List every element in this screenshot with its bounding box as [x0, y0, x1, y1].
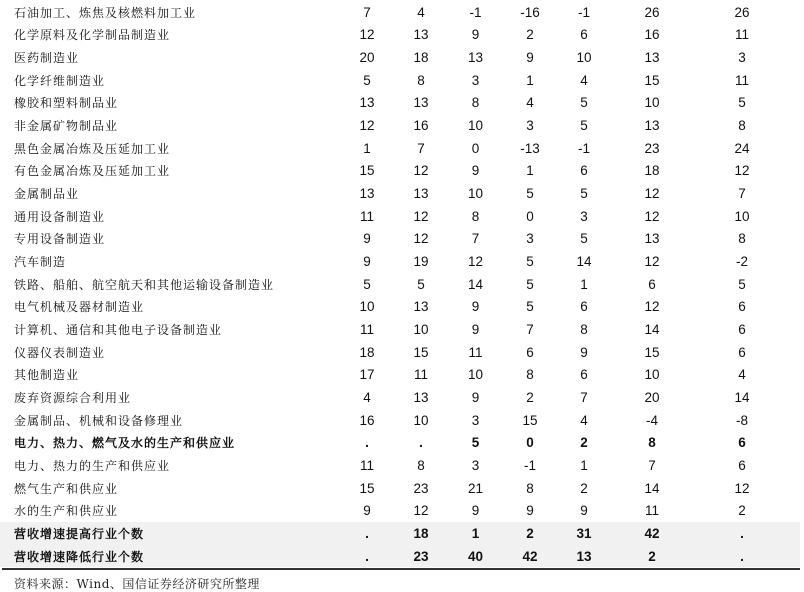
- table-row: [0, 273, 800, 296]
- value-cell: 18: [413, 50, 429, 66]
- value-cell: 10: [413, 322, 429, 338]
- value-cell: 12: [644, 254, 660, 270]
- value-cell: 2: [580, 435, 588, 451]
- value-cell: 4: [363, 389, 371, 405]
- value-cell: 6: [580, 367, 588, 383]
- table-row: [0, 296, 800, 319]
- value-cell: 2: [648, 548, 656, 564]
- value-cell: 13: [467, 50, 484, 66]
- value-cell: 14: [644, 322, 660, 338]
- value-cell: 14: [467, 276, 484, 292]
- value-cell: -8: [735, 412, 748, 428]
- row-label: 金属制品业: [14, 187, 80, 202]
- value-cell: 7: [738, 186, 746, 202]
- table-row: [0, 92, 800, 115]
- value-cell: 15: [359, 163, 375, 179]
- row-label: 铁路、船舶、航空航天和其他运输设备制造业: [14, 277, 275, 292]
- value-cell: 9: [580, 503, 588, 519]
- value-cell: 7: [363, 4, 371, 20]
- value-cell: 8: [471, 95, 480, 111]
- value-cell: 31: [576, 525, 592, 541]
- value-cell: 6: [526, 344, 534, 360]
- value-cell: 18: [644, 163, 660, 179]
- value-cell: 4: [738, 367, 746, 383]
- value-cell: 5: [526, 186, 534, 202]
- value-cell: 8: [648, 435, 656, 451]
- value-cell: 40: [467, 548, 484, 564]
- value-cell: 9: [471, 299, 480, 315]
- value-cell: 11: [734, 27, 749, 43]
- value-cell: 5: [738, 276, 746, 292]
- value-cell: 5: [363, 276, 371, 292]
- value-cell: 5: [580, 118, 588, 134]
- row-label: 黑色金属冶炼及压延加工业: [14, 141, 171, 156]
- value-cell: 2: [738, 503, 746, 519]
- value-cell: 11: [734, 72, 749, 88]
- value-cell: 10: [467, 367, 484, 383]
- value-cell: 2: [580, 480, 588, 496]
- value-cell: 9: [363, 503, 371, 519]
- value-cell: 11: [644, 503, 659, 519]
- value-cell: 12: [359, 118, 375, 134]
- value-cell: 9: [363, 254, 371, 270]
- row-label: 营收增速降低行业个数: [14, 549, 145, 564]
- value-cell: 9: [471, 27, 480, 43]
- value-cell: 12: [413, 231, 429, 247]
- value-cell: 5: [363, 72, 371, 88]
- value-cell: 8: [580, 322, 588, 338]
- value-cell: -2: [735, 254, 748, 270]
- table-row: [0, 499, 800, 522]
- value-cell: 8: [417, 72, 425, 88]
- value-cell: 14: [576, 254, 592, 270]
- value-cell: 12: [734, 480, 750, 496]
- source-note: 资料来源：Wind、国信证券经济研究所整理: [14, 577, 260, 591]
- value-cell: 12: [359, 27, 375, 43]
- value-cell: 9: [526, 503, 534, 519]
- value-cell: 2: [526, 525, 534, 541]
- value-cell: 3: [471, 412, 480, 428]
- row-label: 营收增速提高行业个数: [14, 526, 145, 541]
- value-cell: 3: [471, 72, 480, 88]
- table-row: [0, 341, 800, 364]
- row-label: 橡胶和塑料制品业: [14, 96, 119, 111]
- value-cell: 12: [644, 299, 660, 315]
- table-row: [0, 250, 800, 273]
- value-cell: 20: [359, 50, 375, 66]
- value-cell: 14: [644, 480, 660, 496]
- value-cell: 1: [471, 525, 480, 541]
- value-cell: 9: [471, 503, 480, 519]
- value-cell: 15: [413, 344, 429, 360]
- value-cell: 13: [413, 389, 429, 405]
- value-cell: 3: [738, 50, 746, 66]
- row-label: 其他制造业: [14, 368, 80, 383]
- value-cell: 8: [417, 457, 425, 473]
- value-cell: 9: [471, 389, 480, 405]
- value-cell: 13: [413, 299, 429, 315]
- value-cell: -1: [577, 140, 590, 156]
- summary-row: [0, 522, 800, 545]
- value-cell: -16: [520, 4, 540, 20]
- value-cell: 7: [580, 389, 588, 405]
- row-label: 通用设备制造业: [14, 209, 106, 224]
- value-cell: 20: [644, 389, 660, 405]
- value-cell: 5: [471, 435, 480, 451]
- row-label: 燃气生产和供应业: [14, 481, 119, 496]
- value-cell: 42: [644, 525, 660, 541]
- value-cell: 15: [522, 412, 538, 428]
- value-cell: 12: [734, 163, 750, 179]
- value-cell: 4: [417, 4, 425, 20]
- value-cell: .: [740, 525, 744, 541]
- value-cell: 1: [580, 457, 588, 473]
- table-row: [0, 409, 800, 432]
- row-label: 水的生产和供应业: [14, 504, 119, 519]
- value-cell: 13: [644, 118, 660, 134]
- row-label: 金属制品、机械和设备修理业: [14, 413, 184, 428]
- row-label: 废弃资源综合利用业: [14, 390, 132, 405]
- value-cell: 13: [576, 548, 592, 564]
- value-cell: 12: [467, 254, 484, 270]
- value-cell: 16: [359, 412, 375, 428]
- table-row: [0, 386, 800, 409]
- value-cell: -4: [645, 412, 658, 428]
- value-cell: 13: [359, 186, 375, 202]
- value-cell: 8: [526, 367, 534, 383]
- table-row: [0, 1, 800, 24]
- value-cell: 9: [471, 163, 480, 179]
- value-cell: 7: [417, 140, 425, 156]
- value-cell: 12: [413, 208, 429, 224]
- table-row: [0, 24, 800, 47]
- value-cell: 0: [526, 208, 534, 224]
- value-cell: 10: [467, 118, 484, 134]
- value-cell: 3: [580, 208, 588, 224]
- row-label: 汽车制造: [14, 255, 67, 270]
- value-cell: .: [365, 435, 369, 451]
- industry-revenue-table: [0, 1, 800, 567]
- row-label: 电气机械及器材制造业: [14, 300, 145, 315]
- value-cell: 3: [526, 118, 534, 134]
- row-label: 仪器仪表制造业: [14, 345, 106, 360]
- value-cell: .: [419, 435, 423, 451]
- table-row: [0, 69, 800, 92]
- value-cell: 10: [576, 50, 592, 66]
- value-cell: -1: [469, 4, 482, 20]
- value-cell: 12: [644, 186, 660, 202]
- value-cell: 5: [580, 186, 588, 202]
- value-cell: 14: [734, 389, 750, 405]
- table-row: [0, 477, 800, 500]
- value-cell: 3: [471, 457, 480, 473]
- value-cell: 10: [644, 95, 660, 111]
- value-cell: 6: [738, 435, 746, 451]
- table-row: [0, 160, 800, 183]
- value-cell: 4: [580, 72, 588, 88]
- value-cell: 8: [471, 208, 480, 224]
- value-cell: 6: [738, 457, 746, 473]
- table-row: [0, 182, 800, 205]
- value-cell: 2: [526, 27, 534, 43]
- value-cell: 11: [359, 322, 374, 338]
- value-cell: 13: [644, 50, 660, 66]
- row-label: 电力、热力、燃气及水的生产和供应业: [14, 436, 236, 451]
- value-cell: 42: [522, 548, 538, 564]
- value-cell: 17: [359, 367, 375, 383]
- value-cell: .: [365, 525, 369, 541]
- value-cell: 11: [359, 208, 374, 224]
- row-label: 医药制造业: [14, 51, 80, 66]
- value-cell: 26: [644, 4, 660, 20]
- value-cell: -1: [523, 457, 536, 473]
- value-cell: 15: [359, 480, 375, 496]
- row-label: 非金属矿物制品业: [14, 119, 119, 134]
- value-cell: 23: [644, 140, 660, 156]
- value-cell: 2: [526, 389, 534, 405]
- value-cell: 8: [526, 480, 534, 496]
- value-cell: 10: [467, 186, 484, 202]
- table-row: [0, 205, 800, 228]
- value-cell: 13: [644, 231, 660, 247]
- value-cell: 6: [648, 276, 656, 292]
- value-cell: 7: [648, 457, 656, 473]
- value-cell: 24: [734, 140, 750, 156]
- row-label: 化学原料及化学制品制造业: [14, 28, 171, 43]
- row-label: 有色金属冶炼及压延加工业: [14, 164, 171, 179]
- row-label: 石油加工、炼焦及核燃料加工业: [14, 5, 197, 20]
- value-cell: 13: [359, 95, 375, 111]
- value-cell: 10: [413, 412, 429, 428]
- value-cell: 4: [580, 412, 588, 428]
- table-row: [0, 137, 800, 160]
- table-row: [0, 364, 800, 387]
- value-cell: 16: [644, 27, 660, 43]
- value-cell: 12: [413, 163, 429, 179]
- table-row: [0, 454, 800, 477]
- value-cell: 13: [413, 95, 429, 111]
- value-cell: 6: [580, 27, 588, 43]
- value-cell: -13: [520, 140, 540, 156]
- value-cell: 6: [580, 163, 588, 179]
- value-cell: 18: [359, 344, 375, 360]
- value-cell: 18: [413, 525, 429, 541]
- table-row: [0, 228, 800, 251]
- value-cell: 10: [734, 208, 750, 224]
- summary-row: [0, 545, 800, 568]
- value-cell: 0: [471, 140, 480, 156]
- value-cell: 5: [738, 95, 746, 111]
- value-cell: 5: [580, 95, 588, 111]
- value-cell: 6: [738, 299, 746, 315]
- value-cell: 9: [471, 322, 480, 338]
- value-cell: 1: [580, 276, 588, 292]
- table-bottom-rule: [2, 568, 800, 570]
- value-cell: 5: [417, 276, 425, 292]
- value-cell: 10: [359, 299, 375, 315]
- value-cell: 6: [738, 322, 746, 338]
- row-label: 专用设备制造业: [14, 232, 106, 247]
- table-row: [0, 46, 800, 69]
- value-cell: 4: [526, 95, 534, 111]
- value-cell: 26: [734, 4, 750, 20]
- value-cell: 23: [413, 548, 429, 564]
- value-cell: 7: [526, 322, 534, 338]
- value-cell: 19: [413, 254, 429, 270]
- value-cell: 9: [526, 50, 534, 66]
- row-label: 计算机、通信和其他电子设备制造业: [14, 323, 223, 338]
- value-cell: 16: [413, 118, 429, 134]
- value-cell: 8: [738, 118, 746, 134]
- value-cell: 15: [644, 344, 660, 360]
- value-cell: 7: [471, 231, 480, 247]
- value-cell: 9: [363, 231, 371, 247]
- table-row: [0, 431, 800, 454]
- value-cell: 11: [413, 367, 428, 383]
- table-row: [0, 114, 800, 137]
- value-cell: 21: [467, 480, 484, 496]
- row-label: 化学纤维制造业: [14, 73, 106, 88]
- row-label: 电力、热力的生产和供应业: [14, 458, 171, 473]
- value-cell: .: [365, 548, 369, 564]
- value-cell: 3: [526, 231, 534, 247]
- value-cell: 12: [644, 208, 660, 224]
- value-cell: 1: [526, 72, 534, 88]
- value-cell: 0: [526, 435, 534, 451]
- value-cell: 5: [526, 276, 534, 292]
- value-cell: 1: [363, 140, 371, 156]
- value-cell: 6: [738, 344, 746, 360]
- value-cell: 23: [413, 480, 429, 496]
- value-cell: -1: [577, 4, 590, 20]
- value-cell: 12: [413, 503, 429, 519]
- value-cell: 11: [468, 344, 483, 360]
- value-cell: 15: [644, 72, 660, 88]
- value-cell: 5: [526, 299, 534, 315]
- value-cell: 13: [413, 186, 429, 202]
- value-cell: 6: [580, 299, 588, 315]
- table-row: [0, 318, 800, 341]
- value-cell: 5: [526, 254, 534, 270]
- value-cell: 1: [526, 163, 534, 179]
- value-cell: 13: [413, 27, 429, 43]
- value-cell: 8: [738, 231, 746, 247]
- value-cell: .: [740, 548, 744, 564]
- value-cell: 11: [359, 457, 374, 473]
- value-cell: 10: [644, 367, 660, 383]
- value-cell: 5: [580, 231, 588, 247]
- value-cell: 9: [580, 344, 588, 360]
